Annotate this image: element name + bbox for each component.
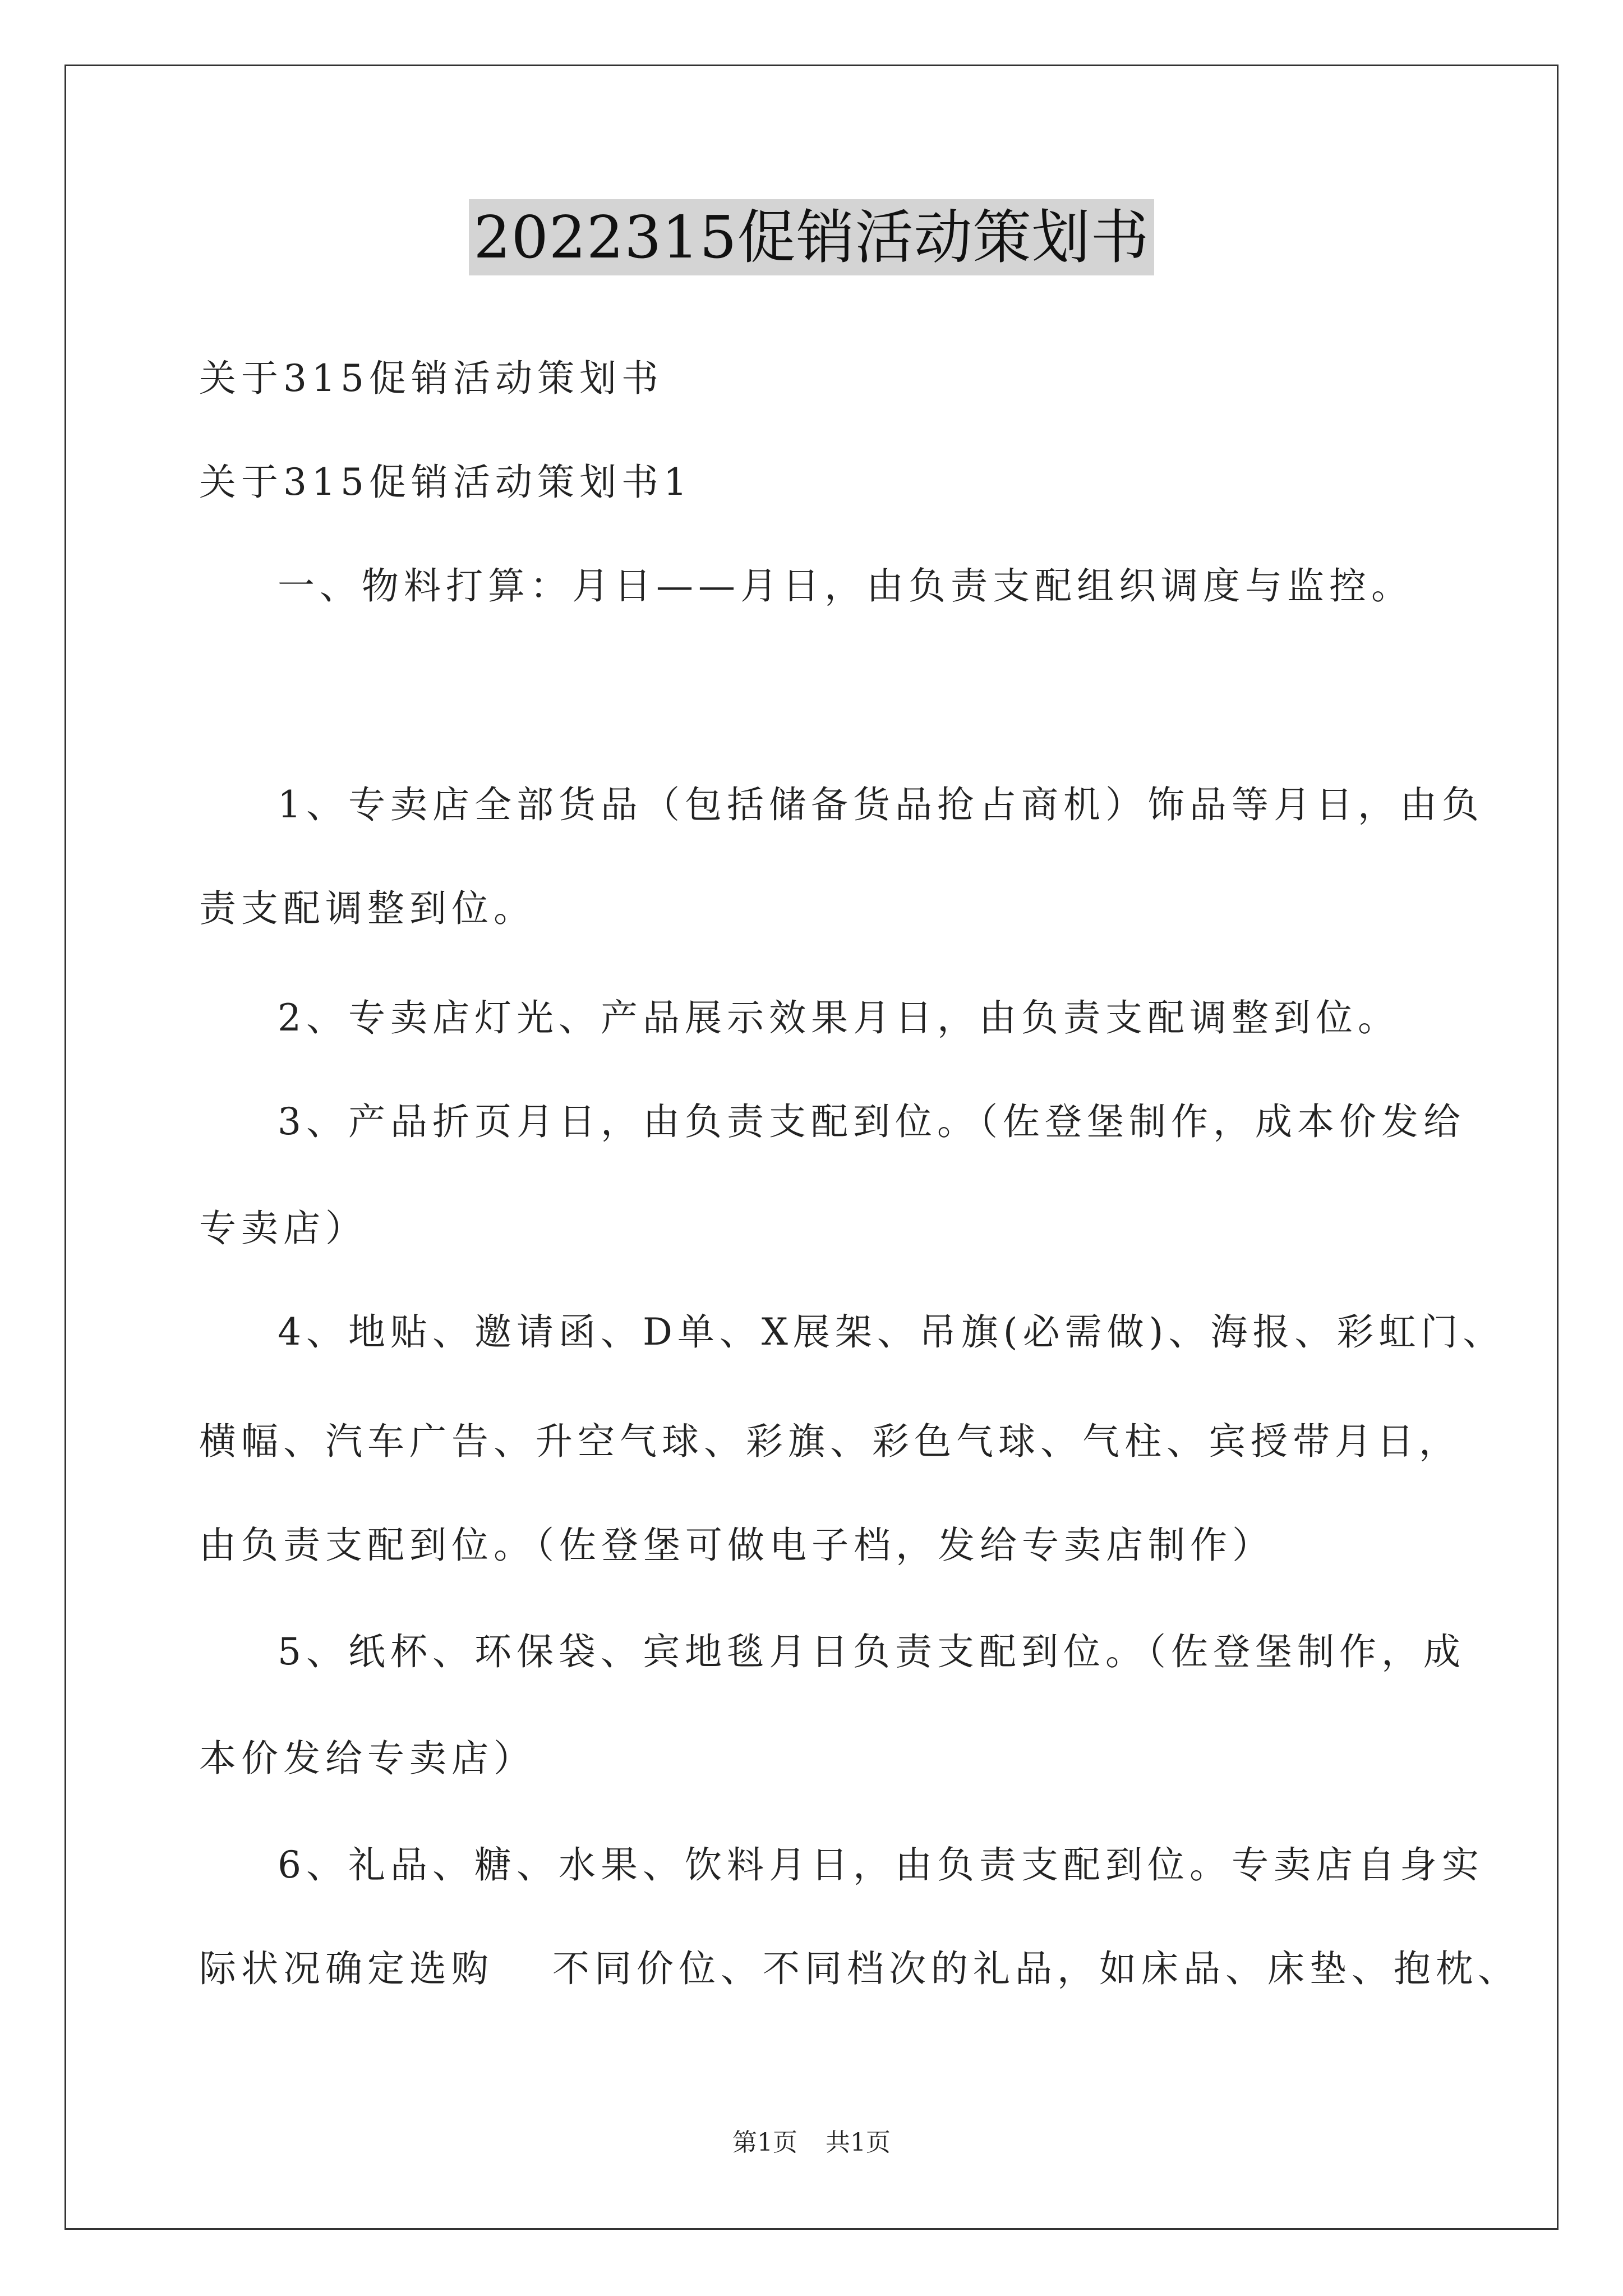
paragraph-line: 5、纸杯、环保袋、宾地毯月日负责支配到位。（佐登堡制作，成 (278, 1630, 1465, 1673)
paragraph-line: 一、物料打算：月日——月日，由负责支配组织调度与监控。 (278, 564, 1413, 608)
document-title: 2022315促销活动策划书 (469, 199, 1154, 275)
title-container (0, 199, 1623, 275)
paragraph-line: 由负责支配到位。（佐登堡可做电子档，发给专卖店制作） (199, 1524, 1274, 1567)
paragraph-line: 4、地贴、邀请函、D单、X展架、吊旗(必需做)、海报、彩虹门、 (278, 1310, 1505, 1354)
page-total: 共1页 (826, 2128, 891, 2157)
paragraph-line: 责支配调整到位。 (199, 887, 536, 930)
paragraph-line: 专卖店） (199, 1207, 367, 1250)
paragraph-line: 际状况确定选购 不同价位、不同档次的礼品，如床品、床垫、抱枕、 (199, 1947, 1520, 1990)
paragraph-line: 1、专卖店全部货品（包括储备货品抢占商机）饰品等月日，由负 (278, 783, 1484, 826)
page-number: 第1页 (732, 2128, 797, 2157)
paragraph-line: 2、专卖店灯光、产品展示效果月日，由负责支配调整到位。 (278, 996, 1400, 1039)
paragraph-line: 本价发给专卖店） (199, 1737, 536, 1780)
page-footer (0, 2126, 1623, 2160)
paragraph-line: 3、产品折页月日，由负责支配到位。（佐登堡制作，成本价发给 (278, 1100, 1465, 1143)
section-heading: 关于315促销活动策划书1 (199, 461, 692, 504)
paragraph-line: 横幅、汽车广告、升空气球、彩旗、彩色气球、气柱、宾授带月日， (199, 1420, 1461, 1463)
paragraph-line: 6、礼品、糖、水果、饮料月日，由负责支配到位。专卖店自身实 (278, 1843, 1484, 1887)
subtitle-line: 关于315促销活动策划书 (199, 357, 663, 400)
